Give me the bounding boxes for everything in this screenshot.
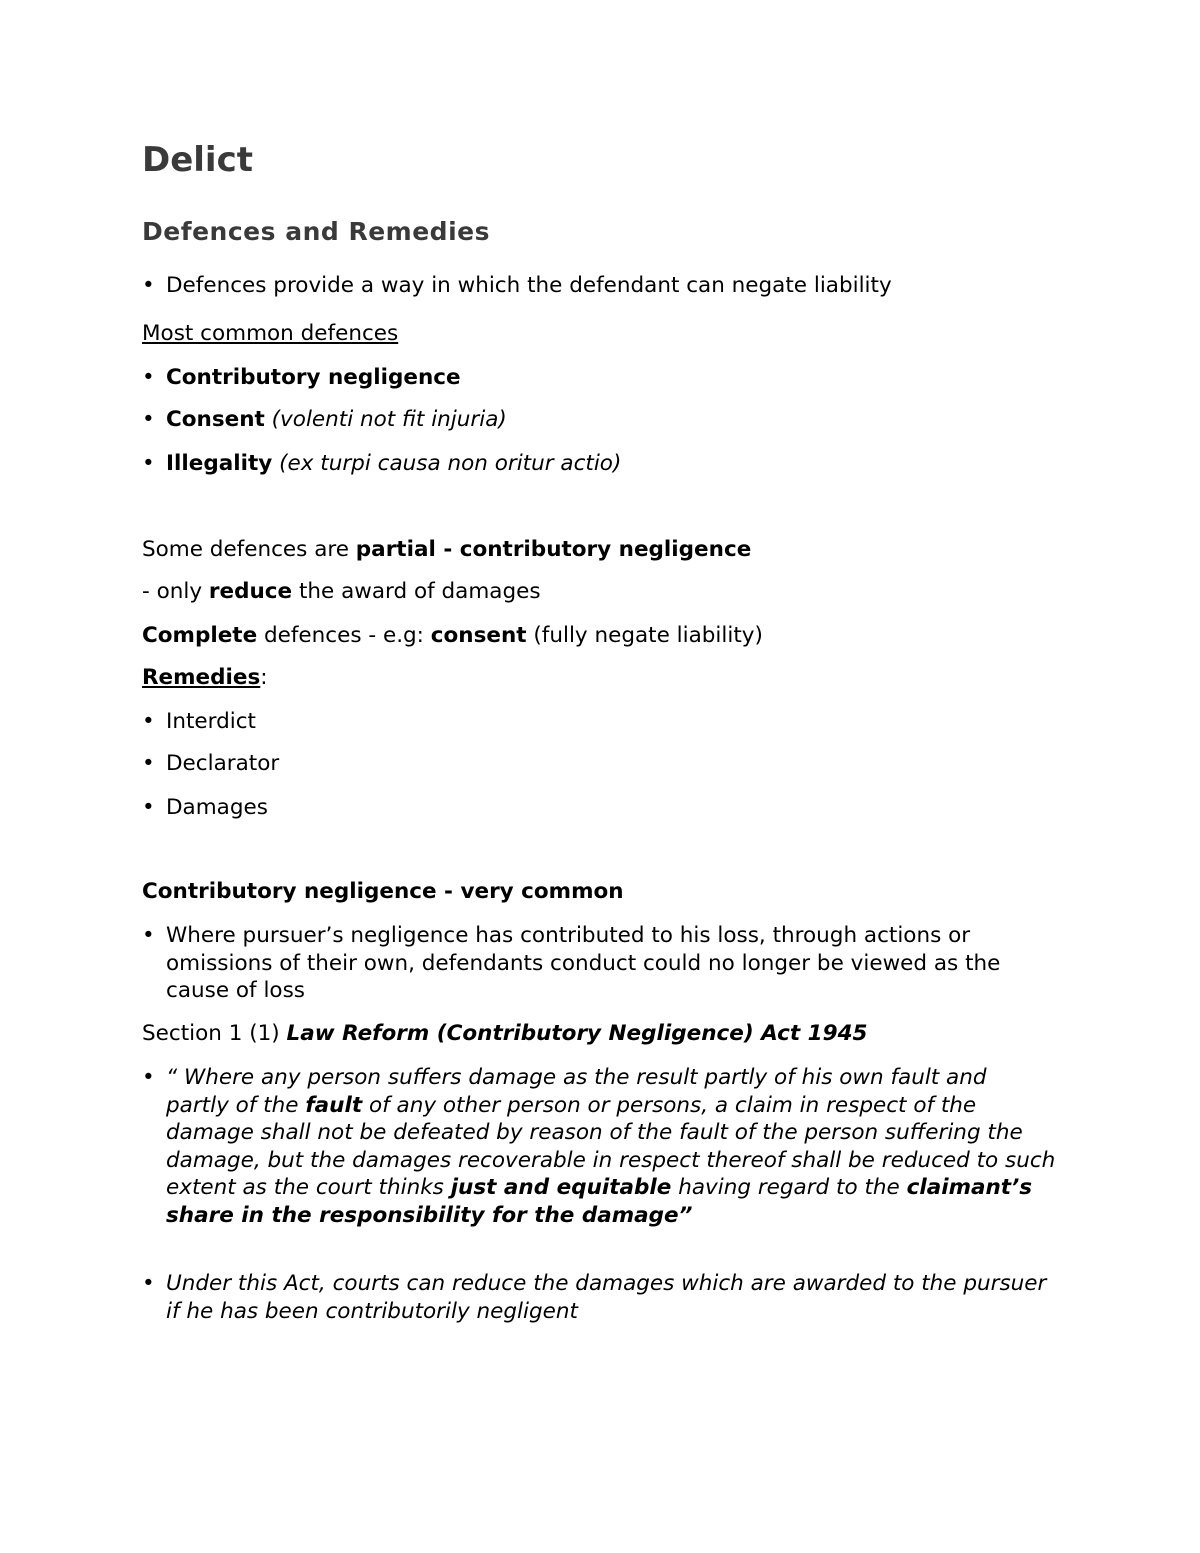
bullet-icon: •	[142, 795, 155, 820]
complete-defences-line: Complete defences - e.g: consent (fully negate liability)	[142, 623, 763, 648]
remedies-heading: Remedies:	[142, 665, 268, 690]
bullet-icon: •	[142, 751, 155, 776]
bullet-icon: •	[142, 365, 155, 390]
bullet-icon: •	[142, 923, 155, 948]
contributory-negligence-heading: Contributory negligence - very common	[142, 879, 624, 904]
reduce-line: - only reduce the award of damages	[142, 579, 541, 604]
act-title: Law Reform (Contributory Negligence) Act 1945	[286, 1021, 868, 1046]
remedy-item: Interdict	[166, 709, 256, 734]
act-bullet-text: Under this Act, courts can reduce the damages which are awarded to the pursuer if he has been contributorily negligent	[166, 1271, 1047, 1324]
latin-maxim: (volenti not fit injuria)	[271, 407, 507, 432]
defence-name: Contributory negligence	[166, 365, 461, 390]
cn-bullet-text: Where pursuer’s negligence has contributed to his loss, through actions or omissions of their own, defendants conduct could no longer be viewed as the cause of loss	[166, 923, 1001, 1003]
section-reference: Section 1 (1) Law Reform (Contributory Negligence) Act 1945	[142, 1021, 868, 1046]
bullet-icon: •	[142, 1271, 155, 1296]
bullet-icon: •	[142, 273, 155, 298]
remedy-item: Damages	[166, 795, 268, 820]
bullet-icon: •	[142, 451, 155, 476]
intro-bullet-text: Defences provide a way in which the defendant can negate liability	[166, 273, 892, 298]
bullet-icon: •	[142, 407, 155, 432]
document-title: Delict	[142, 140, 253, 180]
defence-name: Consent	[166, 407, 265, 432]
statute-quote: “ Where any person suffers damage as the result partly of his own fault and partly of the fault of any other person or persons, a claim in respect of the damage shall not be defeated by reason of the fault of the person suffering the damage, but the damages recoverable in respect thereof shall be reduced to such extent as the court thinks just and equitable having regard to the claimant’s share in the responsibility for the damage”	[166, 1065, 1056, 1228]
defence-name: Illegality	[166, 451, 273, 476]
latin-maxim: (ex turpi causa non oritur actio)	[279, 451, 622, 476]
remedy-item: Declarator	[166, 751, 280, 776]
bullet-icon: •	[142, 709, 155, 734]
common-defences-heading: Most common defences	[142, 321, 399, 346]
partial-defences-line: Some defences are partial - contributory negligence	[142, 537, 752, 562]
section-subtitle: Defences and Remedies	[142, 217, 490, 246]
bullet-icon: •	[142, 1065, 155, 1090]
